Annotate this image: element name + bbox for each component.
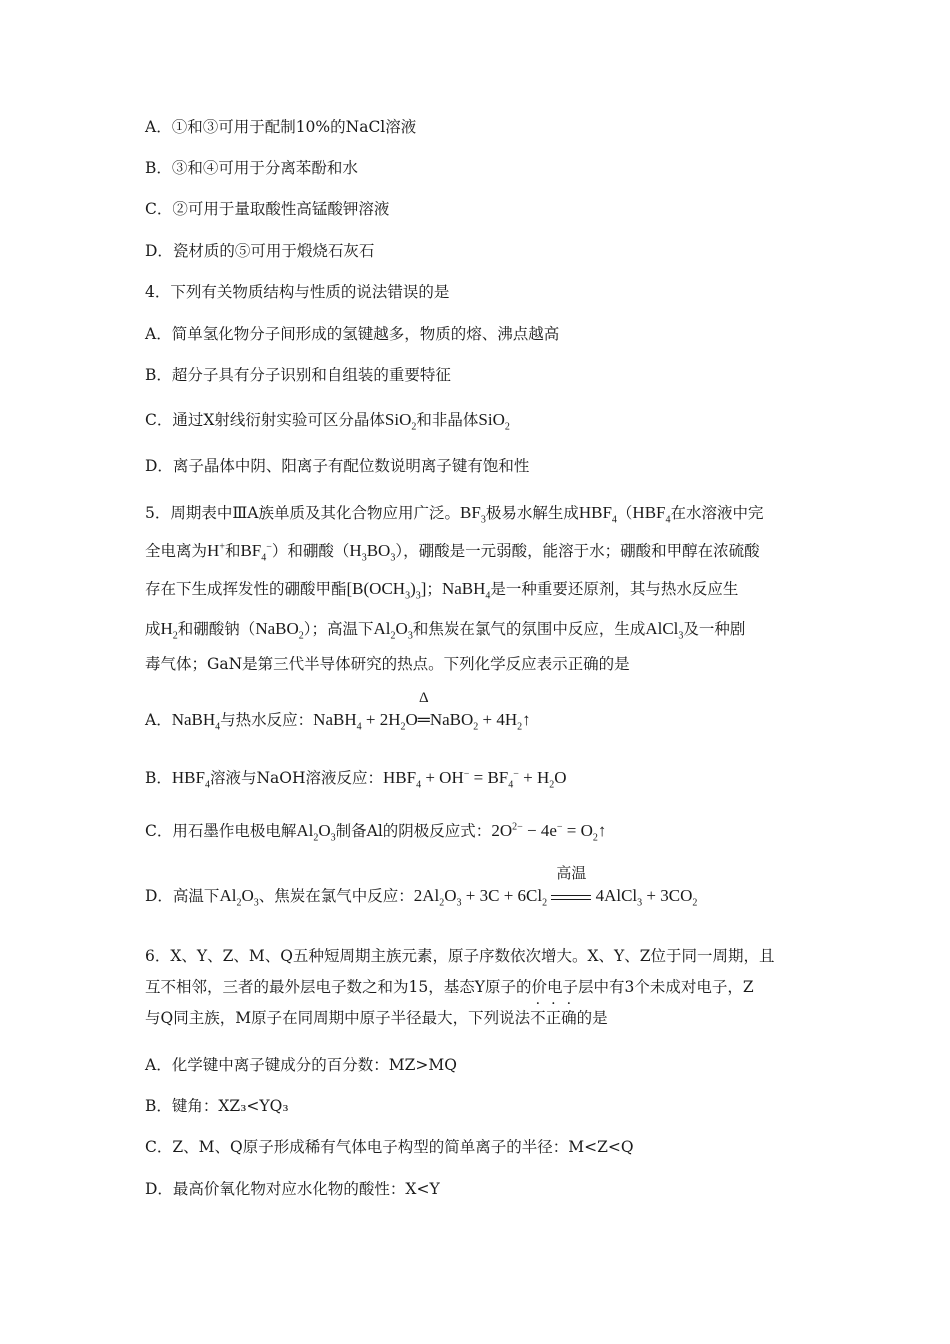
q3-option-b: B．③和④可用于分离苯酚和水 (145, 159, 358, 177)
heat-condition: Δ ═ (417, 690, 430, 729)
q5-text: 全电离为 (145, 542, 208, 560)
q5-stem-line-1: 5．周期表中ⅢA族单质及其化合物应用广泛。$BF_3$极易水解生成$HBF_4(HBF_4$在水溶液中完 (145, 503, 764, 526)
equation-b: $HBF_4 + OH^- = BF_4^- + H_2O$ (383, 768, 567, 791)
q4-option-c-prefix: C．通过X射线衍射实验可区分晶体 (145, 411, 385, 429)
q5-text: 和硼酸钠（ (177, 620, 256, 638)
q6-text: 与Q同主族，M原子在同周期中原子半径最大，下列说法 (145, 1009, 531, 1027)
q4-option-a: A．简单氢化物分子间形成的氢键越多，物质的熔、沸点越高 (145, 325, 560, 343)
q6-text: 的是 (576, 1009, 608, 1027)
q5-text: D．高温下 (145, 887, 220, 905)
q5-option-d (145, 866, 698, 909)
high-temp-condition: 高温 (551, 885, 591, 907)
q6-stem-line-2: 互不相邻，三者的最外层电子数之和为15，基态Y原子的价电子层中有3个未成对电子，Z (145, 978, 754, 996)
q5-stem-line-4 (145, 618, 745, 640)
q5-text: 在水溶液中完 (670, 504, 764, 522)
q5-text: 制备Al的阴极反应式： (335, 822, 492, 840)
q5-text: 和焦炭在氯气的氛围中反应，生成 (412, 620, 646, 638)
q5-text: ）；高温下 (303, 620, 374, 638)
formula-nabh4: NaBH$_4$ (441, 579, 491, 602)
q5-stem-line-2 (145, 540, 760, 562)
q6-stem-line-3 (145, 1007, 608, 1029)
formula-h2: $H_2$ (160, 619, 178, 642)
formula-bf3: $BF_3$ (460, 503, 486, 526)
q5-text: 是一种重要还原剂，其与热水反应生 (490, 580, 739, 598)
q6-stem-line-1: 6．X、Y、Z、M、Q五种短周期主族元素，原子序数依次增大。X、Y、Z位于同一周期，且 (145, 947, 775, 965)
option-label: B． (145, 769, 172, 787)
q6-option-b: B．键角：XZ₃<YQ₃ (145, 1097, 289, 1115)
q5-stem-line-5: 毒气体；GaN是第三代半导体研究的热点。下列化学反应表示正确的是 (145, 655, 630, 673)
q5-text: 存在下生成挥发性的硼酸甲酯 (145, 580, 347, 598)
q4-option-c (145, 409, 510, 431)
formula-hbf4: $HBF_4$ (578, 503, 617, 526)
formula-hbf4: $HBF_4$ (632, 503, 671, 526)
formula-boch3-3: $[B(OCH_3)_3]$ (346, 579, 427, 602)
q5-text: 和 (224, 542, 241, 560)
formula-h-plus: H+ (207, 541, 225, 560)
emphasis-char: 正 (545, 1009, 562, 1027)
q5-option-c (145, 820, 606, 842)
formula-hbf4: $HBF_4$ (171, 768, 210, 791)
q4-option-c-mid: 和非晶体 (416, 411, 479, 429)
q5-text: 与热水反应： (220, 711, 314, 729)
q5-text: ），硼酸是一元弱酸，能溶于水；硼酸和甲醇在浓硫酸 (395, 542, 760, 560)
option-label: A． (145, 711, 172, 729)
q6-option-d: D．最高价氧化物对应水化物的酸性：X<Y (145, 1180, 440, 1198)
q3-option-a: A．①和③可用于配制10%的NaCl溶液 (145, 118, 417, 136)
q4-option-d: D．离子晶体中阴、阳离子有配位数说明离子键有饱和性 (145, 457, 530, 475)
formula-alcl3: AlCl$_3$ (645, 619, 684, 642)
q5-option-a (145, 690, 531, 733)
equation-a: NaBH$_4$ + $2H_2O$ Δ ═NaBO$_2$ + $4H_2↑$ (313, 690, 531, 733)
formula-sio2: SiO$_2$ (478, 410, 510, 433)
q4-stem: 4．下列有关物质结构与性质的说法错误的是 (145, 283, 450, 301)
q4-option-b: B．超分子具有分子识别和自组装的重要特征 (145, 366, 451, 384)
q5-option-b (145, 767, 567, 789)
formula-sio2: SiO$_2$ (384, 410, 417, 433)
q3-option-c: C．②可用于量取酸性高锰酸钾溶液 (145, 200, 390, 218)
formula-nabo2: NaBO$_2$ (255, 619, 304, 642)
q5-text: 溶液与NaOH溶液反应： (209, 769, 383, 787)
formula-al2o3: $Al_2O_3$ (296, 821, 336, 844)
q5-text: 5．周期表中ⅢA族单质及其化合物应用广泛。 (145, 504, 461, 522)
q5-text: 、焦炭在氯气中反应： (258, 887, 414, 905)
q5-stem-line-3 (145, 578, 738, 600)
formula-bf4-minus: $BF_4^-$ (240, 541, 272, 564)
q5-text: 极易水解生成 (485, 504, 579, 522)
formula-nabh4: NaBH$_4$ (171, 710, 221, 733)
q5-text: 成 (145, 620, 161, 638)
formula-h3bo3: $H_3BO_3$ (349, 541, 396, 564)
formula-al2o3: $Al_2O_3$ (219, 886, 259, 909)
formula-al2o3: $Al_2O_3$ (373, 619, 413, 642)
equation-c: $2O^{2-} - 4e^-$ = $O_2↑$ (491, 821, 607, 844)
q5-text: 及一种剧 (683, 620, 746, 638)
q5-text: ； (426, 580, 442, 598)
q5-text: C．用石墨作电极电解 (145, 822, 297, 840)
emphasis-char: 确 (561, 1009, 577, 1027)
q5-text: ）和硼酸（ (271, 542, 350, 560)
emphasis-char: 不 (530, 1009, 546, 1027)
q6-option-c: C．Z、M、Q原子形成稀有气体电子构型的简单离子的半径：M<Z<Q (145, 1138, 634, 1156)
q6-option-a: A．化学键中离子键成分的百分数：MZ>MQ (145, 1056, 457, 1074)
equation-d: $2Al_2O_3 + 3C + 6Cl_2$ 高温 4AlCl$_3$ + $3CO_2$ (413, 866, 698, 909)
q3-option-d: D．瓷材质的⑤可用于煅烧石灰石 (145, 242, 375, 260)
